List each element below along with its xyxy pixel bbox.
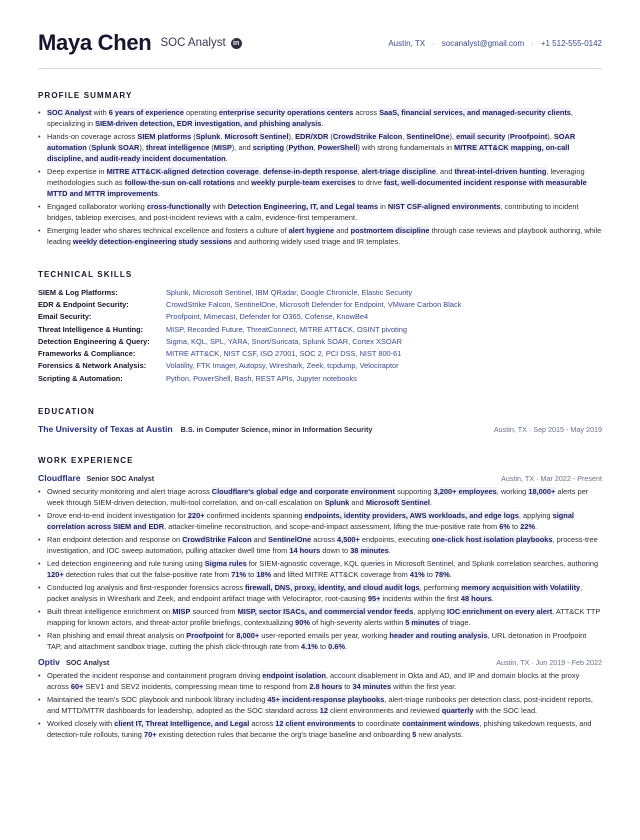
text-run: .	[491, 593, 494, 603]
skill-category: Email Security:	[38, 312, 92, 322]
text-run: with the SOC lead.	[473, 705, 538, 715]
job-bullet	[38, 607, 602, 629]
text-run: for	[223, 631, 237, 640]
text-run: , account disablement in Okta and AD, and IP and domain blocks at the proxy across	[47, 670, 580, 691]
text-run: operating	[183, 108, 219, 117]
highlighted-text: 38 minutes	[350, 545, 389, 555]
job-entry	[38, 473, 602, 653]
highlighted-text: Microsoft Sentinel	[365, 497, 430, 507]
highlighted-text: 95+	[367, 593, 381, 603]
highlighted-text: header and routing analysis	[389, 631, 488, 640]
text-run: .	[225, 153, 228, 163]
highlighted-text: weekly purple-team exercises	[251, 177, 356, 187]
text-run: Built threat intelligence enrichment on	[47, 607, 173, 616]
text-run: within the first year.	[391, 681, 457, 691]
highlighted-text: 70+	[143, 729, 157, 739]
highlighted-text: 12	[319, 705, 328, 715]
summary-list	[38, 108, 602, 248]
job-bullet	[38, 695, 602, 717]
text-run: , process-tree investigation, and IOC sweep automation, pulling attacker dwell time from	[47, 535, 598, 555]
highlighted-text: 220+	[187, 511, 205, 520]
text-run: ,	[402, 132, 407, 141]
text-run: , leveraging methodologies such as	[47, 166, 585, 187]
text-run: , attacker-timeline reconstruction, and scope-and-impact assessment, lifting the true-positive rate from	[164, 521, 500, 531]
highlighted-text: 48 hours	[460, 593, 492, 603]
highlighted-text: Proofpoint	[509, 132, 548, 141]
highlighted-text: signal correlation across SIEM and EDR	[47, 511, 574, 531]
highlighted-text: 18%	[256, 569, 272, 579]
highlighted-text: Splunk SOAR	[91, 142, 140, 152]
text-run: across	[353, 108, 380, 117]
text-run: , applying	[518, 511, 553, 520]
contact-location: Austin, TX	[388, 38, 426, 48]
skill-values: Splunk, Microsoft Sentinel, IBM QRadar, Google Chronicle, Elastic Security	[166, 287, 413, 297]
summary-item	[38, 132, 602, 165]
highlighted-text: IOC enrichment on every alert	[447, 607, 553, 616]
highlighted-text: SIEM platforms	[137, 132, 192, 141]
text-run: confirmed incidents spanning	[204, 511, 305, 520]
text-run: for SIEM-agnostic coverage, KQL queries in Microsoft Sentinel, and Splunk correlation searches, authoring	[246, 559, 599, 568]
text-run: to drive	[355, 177, 384, 187]
job-entry	[38, 657, 602, 741]
highlighted-text: 5 minutes	[405, 617, 440, 627]
highlighted-text: Splunk	[195, 132, 221, 141]
highlighted-text: threat-intel-driven hunting	[454, 166, 547, 176]
text-run: ),	[139, 142, 146, 152]
text-run: (	[86, 142, 92, 152]
job-bullet	[38, 631, 602, 653]
text-run: across	[311, 535, 338, 544]
highlighted-text: 45+ incident-response playbooks	[267, 694, 385, 704]
job-bullet	[38, 511, 602, 533]
skill-category: Frameworks & Compliance:	[38, 349, 136, 359]
highlighted-text: 4.1%	[301, 641, 318, 651]
highlighted-text: Proofpoint	[186, 631, 224, 640]
education-entry	[38, 424, 602, 434]
text-run: to	[246, 569, 257, 579]
summary-item	[38, 108, 602, 130]
highlighted-text: CrowdStrike Falcon	[332, 132, 403, 141]
job-bullet	[38, 671, 602, 693]
text-run: , working	[496, 487, 529, 496]
highlighted-text: 22%	[520, 521, 536, 531]
highlighted-text: alert hygiene	[288, 225, 335, 235]
highlighted-text: 2.8 hours	[309, 681, 343, 691]
text-run: ,	[313, 142, 318, 152]
skill-values: MISP, Recorded Future, ThreatConnect, MITRE ATT&CK, OSINT pivoting	[166, 324, 407, 334]
job-bullet	[38, 487, 602, 509]
text-run: Hands-on coverage across	[47, 132, 138, 141]
highlighted-text: NIST CSF-aligned environments	[387, 201, 501, 211]
text-run: to	[317, 641, 329, 651]
text-run: client environments and reviewed	[328, 705, 442, 715]
skill-row	[38, 360, 602, 372]
text-run: , specializing in	[47, 108, 573, 128]
skill-values: Volatility, FTK Imager, Autopsy, Wireshark, Zeek, tcpdump, Velociraptor	[166, 361, 399, 371]
text-run: ),	[288, 132, 296, 141]
highlighted-text: PowerShell	[317, 142, 358, 152]
job-bullet	[38, 535, 602, 557]
text-run: across	[249, 718, 276, 728]
highlighted-text: containment windows	[402, 718, 480, 728]
skill-values: CrowdStrike Falcon, SentinelOne, Microsoft Defender for Endpoint, VMware Carbon Black	[166, 299, 462, 309]
text-run: .	[388, 545, 391, 555]
highlighted-text: client IT, Threat Intelligence, and Legal	[114, 718, 250, 728]
job-header	[38, 473, 602, 483]
text-run: new analysts.	[416, 729, 464, 739]
text-run: , contributing to incident bridges, tabletop exercises, and post-incident reviews with a calm, evidence-first temperament.	[47, 201, 579, 222]
text-run: Operated the incident response and containment program driving	[47, 670, 263, 680]
text-run: (	[209, 142, 214, 152]
section-title-education: EDUCATION	[38, 407, 95, 416]
text-run: Drove end-to-end incident investigation for	[47, 511, 188, 520]
job-title: SOC Analyst	[65, 657, 110, 667]
job-title: Senior SOC Analyst	[86, 474, 155, 483]
skills-list	[38, 287, 602, 385]
highlighted-text: postmortem discipline	[350, 225, 430, 235]
text-run: Deep expertise in	[47, 166, 107, 176]
skill-values: MITRE ATT&CK, NIST CSF, ISO 27001, SOC 2, PCI DSS, NIST 800-61	[166, 349, 402, 359]
work-experience-list	[38, 473, 602, 741]
skill-row	[38, 336, 602, 348]
highlighted-text: fast, well-documented incident response with measurable MTTD and MTTR improvements	[47, 177, 587, 198]
highlighted-text: Python	[288, 142, 314, 152]
candidate-title: SOC Analyst	[160, 37, 226, 49]
skill-category: Detection Engineering & Query:	[38, 336, 150, 346]
text-run: detection rules that cut the false-positive rate from	[63, 569, 232, 579]
job-bullets	[38, 487, 602, 653]
text-run: (	[283, 142, 289, 152]
highlighted-text: Cloudflare's global edge and corporate environment	[211, 487, 396, 496]
highlighted-text: 18,000+	[528, 487, 556, 496]
text-run: and	[251, 535, 269, 544]
highlighted-text: scripting	[252, 142, 284, 152]
skill-values: Python, PowerShell, Bash, REST APIs, Jupyter notebooks	[166, 373, 357, 383]
job-company: Optiv	[38, 656, 60, 667]
highlighted-text: firewall, DNS, proxy, identity, and cloud audit logs	[245, 583, 420, 592]
text-run: with	[210, 201, 228, 211]
text-run: down to	[320, 545, 351, 555]
text-run: ),	[547, 132, 554, 141]
text-run: ,	[357, 166, 362, 176]
highlighted-text: 0.6%	[328, 641, 346, 651]
text-run: Led detection engineering and rule tuning using	[47, 559, 205, 568]
section-title-work: WORK EXPERIENCE	[38, 456, 134, 465]
highlighted-text: 78%	[434, 569, 450, 579]
highlighted-text: enterprise security operations centers	[218, 108, 354, 117]
highlighted-text: MITRE ATT&CK mapping, on-call discipline, and audit-ready incident documentation	[47, 142, 570, 163]
text-run: to coordinate	[355, 718, 403, 728]
text-run: Maintained the team's SOC playbook and runbook library including	[47, 694, 268, 704]
text-run: to	[424, 569, 435, 579]
text-run: .	[345, 641, 348, 651]
job-meta: Austin, TX · Mar 2022 - Present	[501, 474, 602, 483]
skill-category: SIEM & Log Platforms:	[38, 287, 118, 297]
highlighted-text: SIEM-driven detection, EDR investigation, and phishing analysis	[95, 118, 322, 128]
skill-category: Threat Intelligence & Hunting:	[38, 324, 144, 334]
highlighted-text: quarterly	[441, 705, 474, 715]
summary-item	[38, 226, 602, 248]
highlighted-text: alert-triage discipline	[361, 166, 436, 176]
text-run: , phishing takedown requests, and detection-rule rollouts, tuning	[47, 718, 592, 739]
text-run: of high-severity alerts within	[309, 617, 406, 627]
skill-category: EDR & Endpoint Security:	[38, 299, 129, 309]
highlighted-text: 120+	[47, 569, 64, 579]
header-divider	[38, 68, 602, 69]
highlighted-text: SOAR automation	[47, 132, 576, 152]
skill-row	[38, 348, 602, 360]
highlighted-text: CrowdStrike Falcon	[182, 535, 252, 544]
highlighted-text: MISP, sector ISACs, and commercial vendor feeds	[237, 607, 414, 616]
section-title-skills: TECHNICAL SKILLS	[38, 269, 133, 279]
contact-email[interactable]: socanalyst@gmail.com	[441, 38, 525, 48]
text-run: and lifted MITRE ATT&CK coverage from	[271, 569, 410, 579]
highlighted-text: MISP	[213, 142, 232, 152]
highlighted-text: follow-the-sun on-call rotations	[124, 177, 235, 187]
text-run: sourced from	[190, 607, 238, 616]
highlighted-text: 3,200+ employees	[433, 487, 497, 496]
highlighted-text: one-click host isolation playbooks	[431, 535, 553, 544]
highlighted-text: 41%	[409, 569, 425, 579]
highlighted-text: SaaS, financial services, and managed-security clients	[379, 108, 571, 117]
resume-header	[38, 26, 602, 60]
text-run: alerts per week through SIEM-driven detection, multi-tool correlation, and on-call escalation on	[47, 487, 589, 507]
text-run: ) with strong fundamentals in	[357, 142, 455, 152]
text-run: supporting	[395, 487, 434, 496]
education-school: The University of Texas at Austin	[38, 424, 173, 434]
highlighted-text: EDR/XDR	[295, 132, 329, 141]
candidate-title-group	[160, 37, 241, 49]
text-run: and	[234, 177, 252, 187]
text-run: of triage.	[439, 617, 471, 627]
highlighted-text: MITRE ATT&CK-aligned detection coverage	[106, 166, 259, 176]
job-bullet	[38, 559, 602, 581]
text-run: user-reported emails per year, working	[259, 631, 390, 640]
highlighted-text: 71%	[231, 569, 247, 579]
candidate-name: Maya Chen	[38, 30, 152, 55]
text-run: and	[334, 225, 351, 235]
highlighted-text: defense-in-depth response	[263, 166, 358, 176]
text-run: to	[342, 681, 353, 691]
summary-item	[38, 202, 602, 224]
text-run: and	[349, 497, 366, 507]
skill-category: Forensics & Network Analysis:	[38, 361, 147, 371]
text-run: Emerging leader who shares technical excellence and fosters a culture of	[47, 225, 289, 235]
highlighted-text: Splunk	[324, 497, 350, 507]
education-meta: Austin, TX · Sep 2015 - May 2019	[493, 425, 602, 434]
education-degree: B.S. in Computer Science, minor in Information Security	[180, 425, 373, 434]
highlighted-text: 8,000+	[236, 631, 260, 640]
skill-row	[38, 299, 602, 311]
text-run: Conducted log analysis and first-responder forensics across	[47, 583, 246, 592]
highlighted-text: SentinelOne	[268, 535, 312, 544]
text-run: , ATT&CK TTP mapping for known actors, and threat-actor profile briefings, contextualizing	[47, 607, 601, 627]
text-run: and authoring widely used triage and IR templates.	[231, 236, 401, 246]
highlighted-text: 6 years of experience	[108, 108, 184, 117]
text-run: , and	[435, 166, 455, 176]
skill-row	[38, 373, 602, 385]
text-run: Engaged collaborator working	[47, 201, 147, 211]
text-run: , alert-triage runbooks per detection class, post-incident reports, and MTTD/MTTR dashboards for leadership, adopted as the SOC standard across	[47, 694, 593, 715]
text-run: to	[509, 521, 521, 531]
highlighted-text: MISP	[172, 607, 191, 616]
summary-item	[38, 167, 602, 200]
text-run: Owned security monitoring and alert triage across	[47, 487, 212, 496]
skill-row	[38, 324, 602, 336]
text-run: .	[157, 188, 160, 198]
highlighted-text: endpoints, identity providers, AWS workloads, and edge logs	[304, 511, 519, 520]
text-run: .	[535, 521, 538, 531]
text-run: in	[378, 201, 388, 211]
highlighted-text: Detection Engineering, IT, and Legal teams	[227, 201, 379, 211]
highlighted-text: 6%	[499, 521, 510, 531]
highlighted-text: threat intelligence	[145, 142, 210, 152]
job-header	[38, 657, 602, 667]
text-run: with	[91, 108, 109, 117]
highlighted-text: email security	[456, 132, 506, 141]
highlighted-text: SOC Analyst	[47, 108, 92, 117]
text-run: Ran endpoint detection and response on	[47, 535, 183, 544]
text-run: , performing	[419, 583, 462, 592]
text-run: endpoints, executing	[359, 535, 432, 544]
text-run: Worked closely with	[47, 718, 115, 728]
text-run: (	[505, 132, 510, 141]
text-run: , packet analysis in Wireshark and Zeek, and endpoint artifact triage with Velociraptor, root-causing	[47, 583, 583, 603]
job-bullet	[38, 719, 602, 741]
highlighted-text: 5	[412, 729, 417, 739]
contact-separator: ·	[432, 38, 435, 48]
job-bullet	[38, 583, 602, 605]
contact-phone[interactable]: +1 512-555-0142	[540, 38, 602, 48]
skill-values: Proofpoint, Mimecast, Defender for O365, Cofense, KnowBe4	[166, 312, 369, 322]
contact-info	[388, 39, 602, 48]
section-title-summary: PROFILE SUMMARY	[38, 91, 133, 100]
text-run: (	[328, 132, 333, 141]
text-run: ), and	[231, 142, 253, 152]
text-run: Ran phishing and email threat analysis on	[47, 631, 187, 640]
text-run: , URL detonation in Proofpoint TAP, and attachment sandbox triage, cutting the phish click-through rate from	[47, 631, 587, 651]
text-run: (	[191, 132, 196, 141]
skill-category: Scripting & Automation:	[38, 373, 123, 383]
text-run: incidents within the first	[380, 593, 461, 603]
text-run: ,	[258, 166, 264, 176]
text-run: SEV1 and SEV2 incidents, compressing mean time to respond from	[83, 681, 310, 691]
skill-row	[38, 287, 602, 299]
highlighted-text: 14 hours	[289, 545, 321, 555]
highlighted-text: SentinelOne	[406, 132, 450, 141]
text-run: ),	[449, 132, 457, 141]
highlighted-text: endpoint isolation	[262, 670, 326, 680]
text-run: .	[321, 118, 324, 128]
highlighted-text: memory acquisition with Volatility	[461, 583, 581, 592]
text-run: through case reviews and playbook authoring, while leading	[47, 225, 602, 246]
highlighted-text: 60+	[70, 681, 84, 691]
highlighted-text: 34 minutes	[352, 681, 392, 691]
text-run: .	[429, 497, 432, 507]
job-meta: Austin, TX · Jun 2019 - Feb 2022	[496, 657, 602, 667]
highlighted-text: 4,500+	[337, 535, 360, 544]
text-run: .	[449, 569, 452, 579]
highlighted-text: weekly detection-engineering study sessions	[72, 236, 232, 246]
contact-separator: ·	[531, 38, 534, 48]
highlighted-text: Sigma rules	[204, 559, 247, 568]
highlighted-text: 12 client environments	[275, 718, 356, 728]
highlighted-text: Microsoft Sentinel	[224, 132, 289, 141]
linkedin-icon[interactable]: in	[231, 38, 242, 49]
skill-row	[38, 311, 602, 323]
highlighted-text: cross-functionally	[146, 201, 211, 211]
highlighted-text: 90%	[295, 617, 310, 627]
job-company: Cloudflare	[38, 473, 81, 483]
text-run: existing detection rules that became the org's triage baseline and onboarding	[156, 729, 413, 739]
skill-values: Sigma, KQL, SPL, YARA, Snort/Suricata, Splunk SOAR, Cortex XSOAR	[166, 336, 402, 346]
text-run: , applying	[413, 607, 448, 616]
job-bullets	[38, 671, 602, 741]
text-run: ,	[220, 132, 225, 141]
